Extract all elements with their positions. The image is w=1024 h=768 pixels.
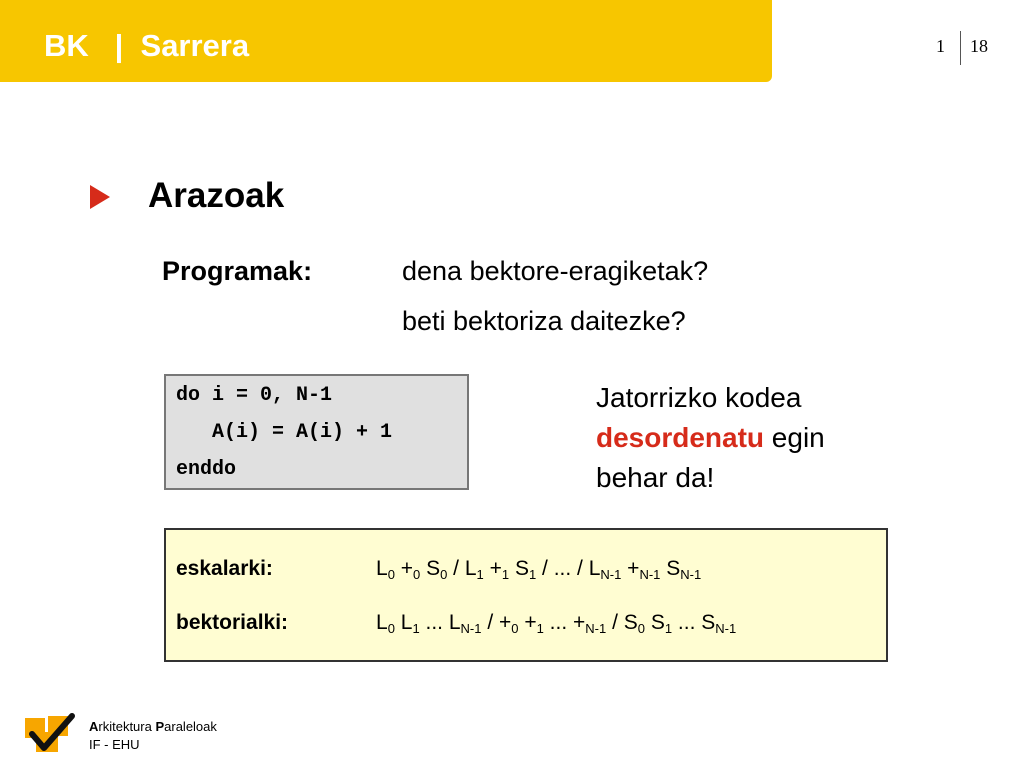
note-line-2-rest: egin <box>764 422 825 453</box>
programs-label: Programak: <box>162 256 313 286</box>
footer-institution: Arkitektura Paraleloak <box>89 719 217 734</box>
programs-line-1: dena bektore-eragiketak? <box>402 256 709 286</box>
note-highlight: desordenatu <box>596 422 765 453</box>
programs-line-2: beti bektoriza daitezke? <box>402 306 686 336</box>
scalar-label: eskalarki: <box>176 557 273 580</box>
vector-formula: $L_0$ $L_1$ ... $L_{N-1} / +_0 +_1$ ... $+_{N-1} / S_0$ $S_1$ ... $S_{N-1}$ <box>376 611 737 636</box>
section-heading: Arazoak <box>148 176 285 215</box>
slide-title: BK | Sarrera <box>44 28 250 63</box>
code-box <box>164 374 469 490</box>
page-divider <box>960 31 961 65</box>
comparison-box <box>164 528 888 662</box>
page-total: 18 <box>970 36 988 56</box>
reorder-note <box>596 378 825 498</box>
note-line-3: behar da! <box>596 462 715 493</box>
vector-label: bektorialki: <box>176 611 289 634</box>
code-line: do i = 0, N-1 <box>176 384 333 407</box>
triangle-bullet-icon <box>90 185 110 209</box>
page-current: 1 <box>936 36 945 56</box>
scalar-formula: $L_0 +_0$ $S_0 / L_1 +_1$ $S_1$ / ... / $L_{N-1} +_{N-1}$ $S_{N-1}$ <box>376 557 702 582</box>
checkmark-logo-icon <box>22 712 78 754</box>
note-line-2 <box>596 418 825 458</box>
code-line: A(i) = A(i) + 1 <box>176 421 393 444</box>
code-line: enddo <box>176 458 237 481</box>
note-line-1: Jatorrizko kodea <box>596 382 802 413</box>
footer-department: IF - EHU <box>89 737 140 752</box>
